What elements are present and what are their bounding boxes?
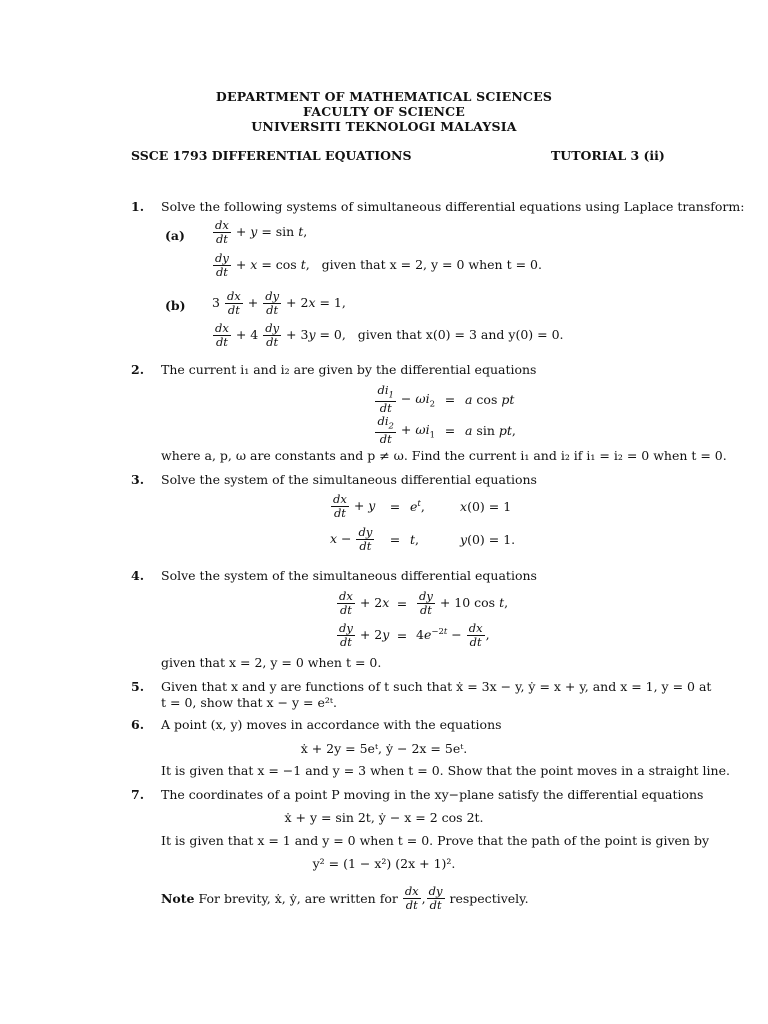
university-heading: UNIVERSITI TEKNOLOGI MALAYSIA (251, 119, 517, 134)
note-label: Note (161, 891, 195, 907)
question-4-equation-1: $\frac{dx}{dt}$ + 2x = $\frac{dy}{dt}$ + 10 cos t, (339, 589, 509, 618)
question-1b-label: (b) (165, 298, 186, 313)
faculty-heading: FACULTY OF SCIENCE (302, 104, 465, 119)
course-title: SSCE 1793 DIFFERENTIAL EQUATIONS (131, 148, 412, 163)
question-1a-equation-1: $\frac{dx}{dt}$ + y = sin t, (215, 218, 308, 247)
question-6-text: A point (x, y) moves in accordance with the equations (161, 717, 502, 732)
question-2-text: The current i₁ and i₂ are given by the differential equations (161, 362, 537, 377)
question-7-equation: ẋ + y = sin 2t, ẏ − x = 2 cos 2t. (284, 810, 484, 825)
tutorial-title: TUTORIAL 3 (ii) (551, 148, 665, 163)
question-3-equation-2: x − $\frac{dy}{dt}$ = t, y(0) = 1. (330, 525, 516, 554)
question-5-text-line2: t = 0, show that x − y = e²ᵗ. (161, 695, 337, 710)
question-1b-condition: given that x(0) = 3 and y(0) = 0. (357, 327, 564, 343)
question-1b-equation-2: $\frac{dx}{dt}$ + 4 $\frac{dy}{dt}$ + 3y = 0, given that x(0) = 3 and y(0) = 0. (215, 321, 564, 350)
question-2-equation-2: $\frac{di_2}{dt}$ + $\omega i_1$ = a sin pt, (377, 414, 516, 447)
question-2-equation-1: $\frac{di_1}{dt}$ − $\omega i_2$ = a cos pt (377, 383, 515, 416)
department-heading: DEPARTMENT OF MATHEMATICAL SCIENCES (215, 89, 553, 104)
question-4-number: 4. (131, 568, 145, 583)
question-1a-condition: given that x = 2, y = 0 when t = 0. (321, 257, 542, 273)
question-3-equation-1: $\frac{dx}{dt}$ + y = $e^t$, x(0) = 1 (333, 492, 512, 521)
question-6-after: It is given that x = −1 and y = 3 when t = 0. Show that the point moves in a straight line. (161, 763, 730, 778)
question-1a-equation-2: $\frac{dy}{dt}$ + x = cos t, given that x = 2, y = 0 when t = 0. (215, 251, 542, 280)
question-2-number: 2. (131, 362, 145, 377)
question-2-after: where a, p, ω are constants and p ≠ ω. Find the current i₁ and i₂ if i₁ = i₂ = 0 when t = 0. (161, 448, 727, 463)
question-4-after: given that x = 2, y = 0 when t = 0. (161, 655, 382, 670)
note-line: Note For brevity, ẋ, ẏ, are written for $\frac{dx}{dt}$ , $\frac{dy}{dt}$ respectively. (161, 884, 529, 913)
question-7-number: 7. (131, 787, 145, 802)
question-6-number: 6. (131, 717, 145, 732)
question-3-number: 3. (131, 472, 145, 487)
question-1a-label: (a) (165, 228, 185, 243)
question-1-text: Solve the following systems of simultaneous differential equations using Laplace transform: (161, 199, 745, 214)
question-5-number: 5. (131, 679, 145, 694)
question-1b-equation-1: 3 $\frac{dx}{dt}$ + $\frac{dy}{dt}$ + 2x = 1, (212, 289, 346, 318)
question-7-result: y² = (1 − x²) (2x + 1)². (312, 856, 456, 871)
question-4-equation-2: $\frac{dy}{dt}$ + 2y = $4e^{-2t}$ − $\frac{dx}{dt}$ , (339, 621, 490, 650)
question-7-after: It is given that x = 1 and y = 0 when t = 0. Prove that the path of the point is given by (161, 833, 710, 848)
question-5-text: Given that x and y are functions of t such that ẋ = 3x − y, ẏ = x + y, and x = 1, y = 0 at (161, 679, 712, 694)
question-4-text: Solve the system of the simultaneous differential equations (161, 568, 537, 583)
question-1-number: 1. (131, 199, 145, 214)
question-6-equation: ẋ + 2y = 5eᵗ, ẏ − 2x = 5eᵗ. (300, 741, 468, 756)
question-3-text: Solve the system of the simultaneous differential equations (161, 472, 537, 487)
note-text: For brevity, ẋ, ẏ, are written for (198, 891, 398, 907)
question-7-text: The coordinates of a point P moving in the xy−plane satisfy the differential equations (161, 787, 704, 802)
note-tail: respectively. (449, 891, 529, 907)
